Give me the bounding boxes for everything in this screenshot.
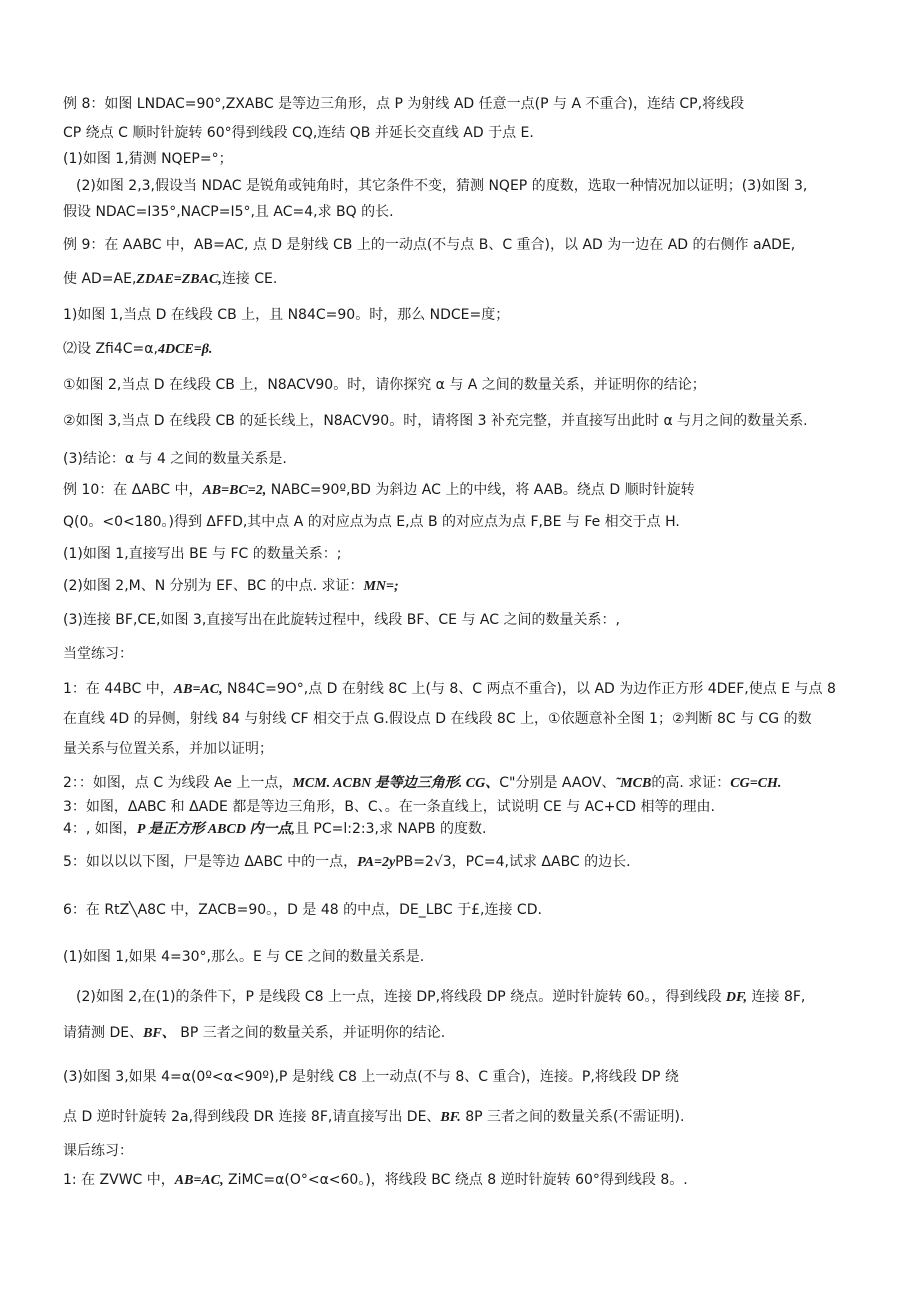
text-line	[63, 820, 486, 839]
text-line: 6：在 RtZ╲A8C 中，ZACB=90。，D 是 48 的中点，DE_LBC 于£,连接 CD.	[63, 902, 542, 918]
text-line	[63, 1108, 684, 1127]
text-run: 且 PC=l:2:3,求 NAPB 的度数.	[294, 821, 487, 837]
text-line	[63, 340, 212, 359]
text-run: (2)如图 2,在(1)的条件下，P 是线段 C8 上一点，连接 DP,将线段 DP 绕点。逆时针旋转 60。，得到线段	[76, 989, 726, 1005]
text-run: BP 三者之间的数量关系，并证明你的结论.	[175, 1025, 446, 1041]
text-line	[76, 988, 805, 1007]
math-expression: BF.	[440, 1110, 461, 1125]
text-run: 1：在 44BC 中，	[63, 681, 174, 697]
text-line: (1)如图 1,猜测 NQEP=°；	[63, 151, 233, 167]
text-line	[63, 481, 695, 500]
text-line	[63, 1024, 445, 1043]
text-run: 1: 在 ZVWC 中，	[63, 1172, 175, 1188]
text-line: Q(0。<0<180。)得到 ΔFFD,其中点 A 的对应点为点 E,点 B 的对应点为点 F,BE 与 Fe 相交于点 H.	[63, 514, 680, 530]
text-line	[63, 270, 277, 289]
text-line	[63, 577, 399, 596]
text-run: 请猜测 DE、	[63, 1025, 144, 1041]
text-run: N84C=9O°,点 D 在射线 8C 上(与 8、C 两点不重合)，以 AD 为边作正方形 4DEF,使点 E 与点 8	[222, 681, 836, 697]
math-expression: DF,	[725, 990, 748, 1005]
section-heading: 课后练习：	[63, 1143, 133, 1159]
text-line	[63, 680, 836, 699]
text-line	[63, 853, 631, 872]
text-line: (3)连接 BF,CE,如图 3,直接写出在此旋转过程中，线段 BF、CE 与 AC 之间的数量关系：,	[63, 612, 620, 628]
math-expression: ZDAE=ZBAC,	[136, 272, 222, 287]
math-expression: AB=BC=2,	[202, 483, 267, 498]
text-line: ②如图 3,当点 D 在线段 CB 的延长线上，N8ACV90。时，请将图 3 补充完整，并直接写出此时 α 与月之间的数量关系.	[63, 413, 808, 429]
math-expression: CG=CH.	[730, 776, 782, 791]
text-run: ZiMC=α(O°<α<60。)，将线段 BC 绕点 8 逆时针旋转 60°得到线段 8。.	[223, 1172, 688, 1188]
text-run: NABC=90º,BD 为斜边 AC 上的中线，将 AAB。绕点 D 顺时针旋转	[266, 482, 695, 498]
math-expression: MN=;	[363, 579, 399, 594]
text-line	[63, 774, 781, 793]
text-run: C"分别是 AAOV、	[499, 775, 616, 791]
math-expression: P 是正方形 ABCD 内一点,	[136, 822, 295, 837]
text-run: 8P 三者之间的数量关系(不需证明).	[460, 1109, 685, 1125]
math-expression: MCM. ACBN 是等边三角形. CG、	[292, 776, 500, 791]
text-line: (3)结论：α 与 4 之间的数量关系是.	[63, 451, 287, 467]
text-line: 假设 NDAC=I35°,NACP=I5°,且 AC=4,求 BQ 的长.	[63, 204, 394, 220]
text-line: CP 绕点 C 顺时针旋转 60°得到线段 CQ,连结 QB 并延长交直线 AD 于点 E.	[63, 125, 534, 141]
math-expression: PA=2y	[357, 855, 396, 870]
text-line: 1)如图 1,当点 D 在线段 CB 上，且 N84C=90。时，那么 NDCE=度；	[63, 307, 510, 323]
text-line	[63, 1171, 688, 1190]
section-heading: 当堂练习：	[63, 646, 133, 662]
text-run: PB=2√3，PC=4,试求 ΔABC 的边长.	[395, 854, 631, 870]
math-expression: AB=AC,	[174, 1173, 224, 1188]
math-expression: 4DCE=β.	[157, 342, 213, 357]
text-line: 在直线 4D 的异侧，射线 84 与射线 CF 相交于点 G.假设点 D 在线段 8C 上，①依题意补全图 1；②判断 8C 与 CG 的数	[63, 711, 812, 727]
text-run: 例 10：在 ΔABC 中，	[63, 482, 203, 498]
text-run: ⑵设 Zfi4C=α,	[63, 341, 158, 357]
math-expression: AB=AC,	[173, 682, 223, 697]
text-run: 连接 8F,	[747, 989, 806, 1005]
math-expression: ˜MCB	[615, 776, 652, 791]
text-line: 量关系与位置关系，并加以证明；	[63, 741, 273, 757]
text-line: 例 8：如图 LNDAC=90°,ZXABC 是等边三角形，点 P 为射线 AD 任意一点(P 与 A 不重合)，连结 CP,将线段	[63, 96, 745, 112]
math-expression: BF、	[143, 1026, 176, 1041]
text-run: (2)如图 2,M、N 分别为 EF、BC 的中点. 求证：	[63, 578, 364, 594]
text-line: 3：如图，ΔABC 和 ΔADE 都是等边三角形，B、C、。在一条直线上，试说明 CE 与 AC+CD 相等的理由.	[63, 799, 715, 815]
text-line: (1)如图 1,直接写出 BE 与 FC 的数量关系：;	[63, 546, 342, 562]
text-run: 5：如以以以下图，尸是等边 ΔABC 中的一点，	[63, 854, 358, 870]
text-run: 的高. 求证：	[651, 775, 731, 791]
text-run: 点 D 逆时针旋转 2a,得到线段 DR 连接 8F,请直接写出 DE、	[63, 1109, 441, 1125]
text-line: (1)如图 1,如果 4=30°,那么。E 与 CE 之间的数量关系是.	[63, 949, 425, 965]
text-run: 连接 CE.	[221, 271, 278, 287]
text-line: ①如图 2,当点 D 在线段 CB 上，N8ACV90。时，请你探究 α 与 A 之间的数量关系，并证明你的结论；	[63, 377, 706, 393]
text-run: 使 AD=AE,	[63, 271, 137, 287]
text-line: (3)如图 3,如果 4=α(0º<α<90º),P 是射线 C8 上一动点(不与 8、C 重合)，连接。P,将线段 DP 绕	[63, 1069, 679, 1085]
text-run: 2：：如图，点 C 为线段 Ae 上一点，	[63, 775, 293, 791]
text-line: 例 9：在 AABC 中，AB=AC, 点 D 是射线 CB 上的一动点(不与点 B、C 重合)，以 AD 为一边在 AD 的右侧作 aADE,	[63, 237, 796, 253]
text-run: 4：, 如图，	[63, 821, 137, 837]
text-line: (2)如图 2,3,假设当 NDAC 是锐角或钝角时，其它条件不变，猜测 NQEP 的度数，选取一种情况加以证明；(3)如图 3,	[76, 178, 808, 194]
